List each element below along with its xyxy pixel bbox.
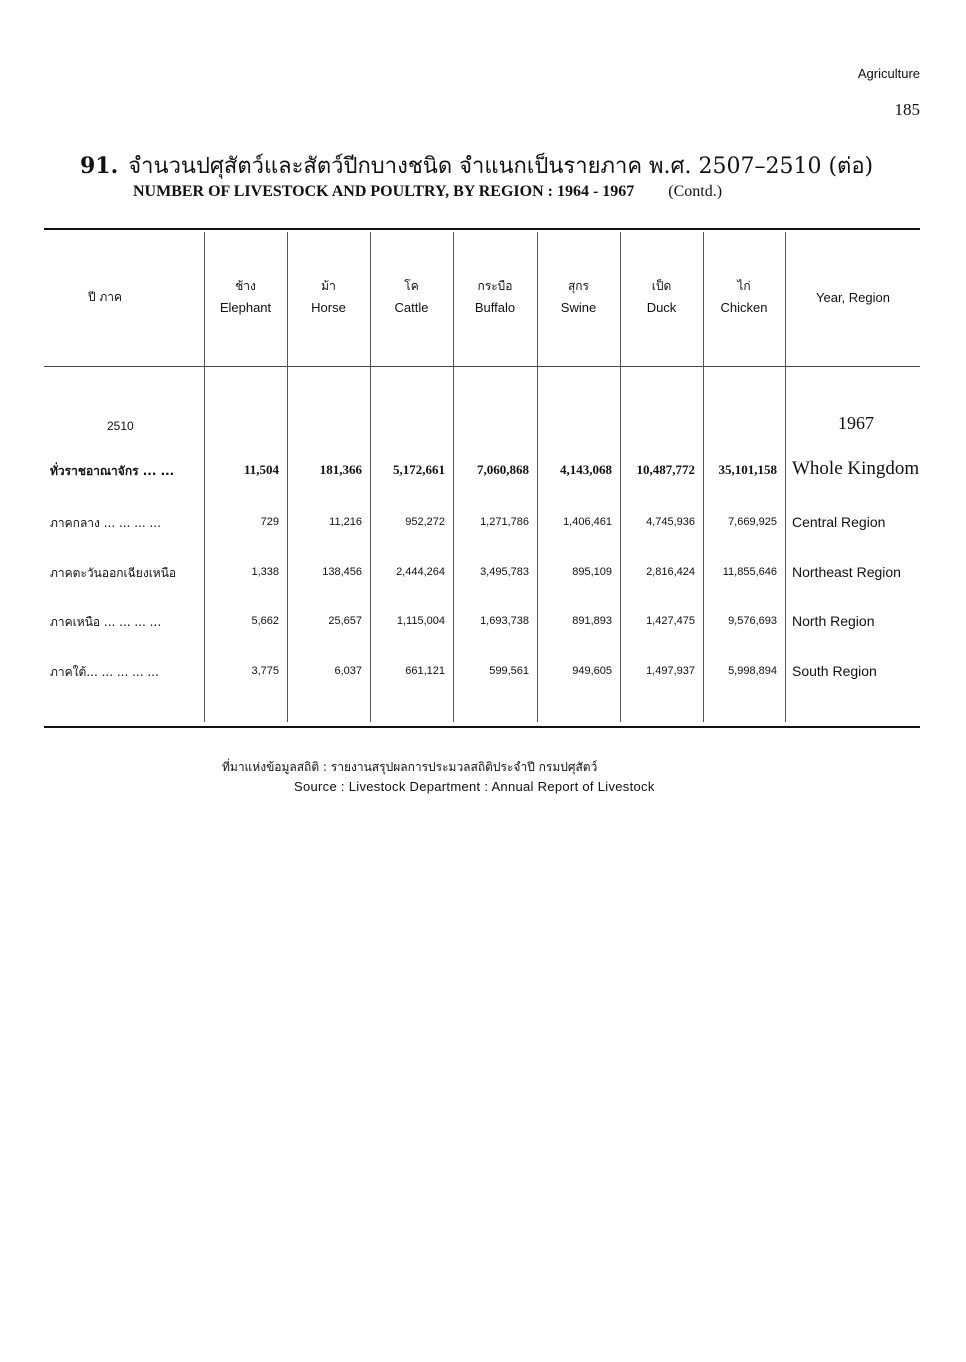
column-header-english: Swine xyxy=(560,300,597,315)
source-thai: ที่มาแห่งข้อมูลสถิติ : รายงานสรุปผลการประมวลสถิติประจำปี กรมปศุสัตว์ xyxy=(222,760,598,774)
row-label-english: Central Region xyxy=(792,514,886,530)
table-cell: 4,143,068 xyxy=(560,462,612,477)
row-label-thai: ภาคตะวันออกเฉียงเหนือ xyxy=(50,566,177,580)
column-header-thai: โค xyxy=(404,279,419,293)
table-cell: 4,745,936 xyxy=(646,516,695,528)
column-divider xyxy=(785,232,786,722)
table-cell: 1,427,475 xyxy=(646,615,695,627)
table-cell: 2,444,264 xyxy=(396,566,445,578)
table-cell: 5,662 xyxy=(251,615,279,627)
table-header-rule xyxy=(44,366,920,367)
title-english-text: NUMBER OF LIVESTOCK AND POULTRY, BY REGION : 1964 - 1967 xyxy=(133,183,635,200)
column-header-cattle xyxy=(370,276,453,318)
table-cell: 3,495,783 xyxy=(480,566,529,578)
column-header-english: Chicken xyxy=(720,300,768,315)
table-bottom-rule xyxy=(44,726,920,728)
table-title-english xyxy=(133,183,722,201)
table-number: 91. xyxy=(80,153,119,179)
column-header-thai: ไก่ xyxy=(737,279,751,293)
table-cell: 7,669,925 xyxy=(728,516,777,528)
table-cell: 181,366 xyxy=(319,462,362,477)
table-top-rule xyxy=(44,228,920,230)
table-cell: 661,121 xyxy=(405,665,445,677)
column-header-buffalo xyxy=(453,276,537,318)
table-cell: 25,657 xyxy=(328,615,362,627)
column-header-chicken xyxy=(703,276,785,318)
table-cell: 891,893 xyxy=(572,615,612,627)
table-cell: 9,576,693 xyxy=(728,615,777,627)
row-label-thai: ภาคเหนือ ... ... ... ... xyxy=(50,615,162,629)
row-header-english: Year, Region xyxy=(816,290,890,305)
column-header-swine xyxy=(537,276,620,318)
table-cell: 729 xyxy=(260,516,279,528)
column-header-thai: เป็ด xyxy=(651,279,672,293)
table-cell: 1,693,738 xyxy=(480,615,529,627)
column-header-english: Elephant xyxy=(219,300,272,315)
row-label-thai: ภาคกลาง ... ... ... ... xyxy=(50,516,161,530)
column-header-thai: ช้าง xyxy=(235,279,256,293)
table-cell: 35,101,158 xyxy=(718,462,777,477)
row-label-english: North Region xyxy=(792,613,875,629)
source-english: Source : Livestock Department : Annual Report of Livestock xyxy=(294,779,655,794)
table-cell: 11,504 xyxy=(243,462,279,477)
table-cell: 2,816,424 xyxy=(646,566,695,578)
row-label-thai: ภาคใต้... ... ... ... ... xyxy=(50,665,159,679)
column-header-elephant xyxy=(204,276,287,318)
column-header-thai: กระบือ xyxy=(477,279,513,293)
table-cell: 6,037 xyxy=(334,665,362,677)
table-cell: 895,109 xyxy=(572,566,612,578)
table-cell: 11,216 xyxy=(329,516,362,528)
table-cell: 1,338 xyxy=(251,566,279,578)
table-cell: 138,456 xyxy=(322,566,362,578)
table-cell: 5,172,661 xyxy=(393,462,445,477)
column-header-english: Buffalo xyxy=(474,300,516,315)
title-thai-text: จำนวนปศุสัตว์และสัตว์ปีกบางชนิด จำแนกเป็นรายภาค พ.ศ. 2507–2510 (ต่อ) xyxy=(128,154,874,179)
column-header-duck xyxy=(620,276,703,318)
table-cell: 11,855,646 xyxy=(722,566,777,578)
row-label-english: Northeast Region xyxy=(792,564,901,580)
table-cell: 5,998,894 xyxy=(728,665,777,677)
year-english: 1967 xyxy=(838,413,874,433)
column-header-english: Horse xyxy=(311,300,346,315)
column-header-thai: สุกร xyxy=(567,279,590,293)
year-thai: 2510 xyxy=(107,419,134,433)
column-header-english: Cattle xyxy=(394,300,429,315)
page-number: 185 xyxy=(894,100,920,119)
row-label-english: South Region xyxy=(792,663,877,679)
row-label-english: Whole Kingdom xyxy=(792,458,920,479)
table-title-thai xyxy=(80,148,873,183)
column-header-thai: ม้า xyxy=(321,279,336,293)
column-header-english: Duck xyxy=(646,300,677,315)
row-label-thai: ทั่วราชอาณาจักร ... ... xyxy=(50,464,175,478)
column-header-horse xyxy=(287,276,370,318)
table-cell: 3,775 xyxy=(251,665,279,677)
table-cell: 949,605 xyxy=(572,665,612,677)
table-cell: 952,272 xyxy=(405,516,445,528)
table-cell: 1,271,786 xyxy=(480,516,529,528)
row-header-thai: ปี ภาค xyxy=(87,290,123,304)
section-label: Agriculture xyxy=(857,66,920,81)
table-cell: 1,497,937 xyxy=(646,665,695,677)
table-cell: 10,487,772 xyxy=(636,462,695,477)
table-cell: 599,561 xyxy=(489,665,529,677)
title-contd: (Contd.) xyxy=(668,183,723,200)
table-cell: 1,115,004 xyxy=(396,615,445,627)
table-cell: 7,060,868 xyxy=(477,462,529,477)
table-cell: 1,406,461 xyxy=(563,516,612,528)
